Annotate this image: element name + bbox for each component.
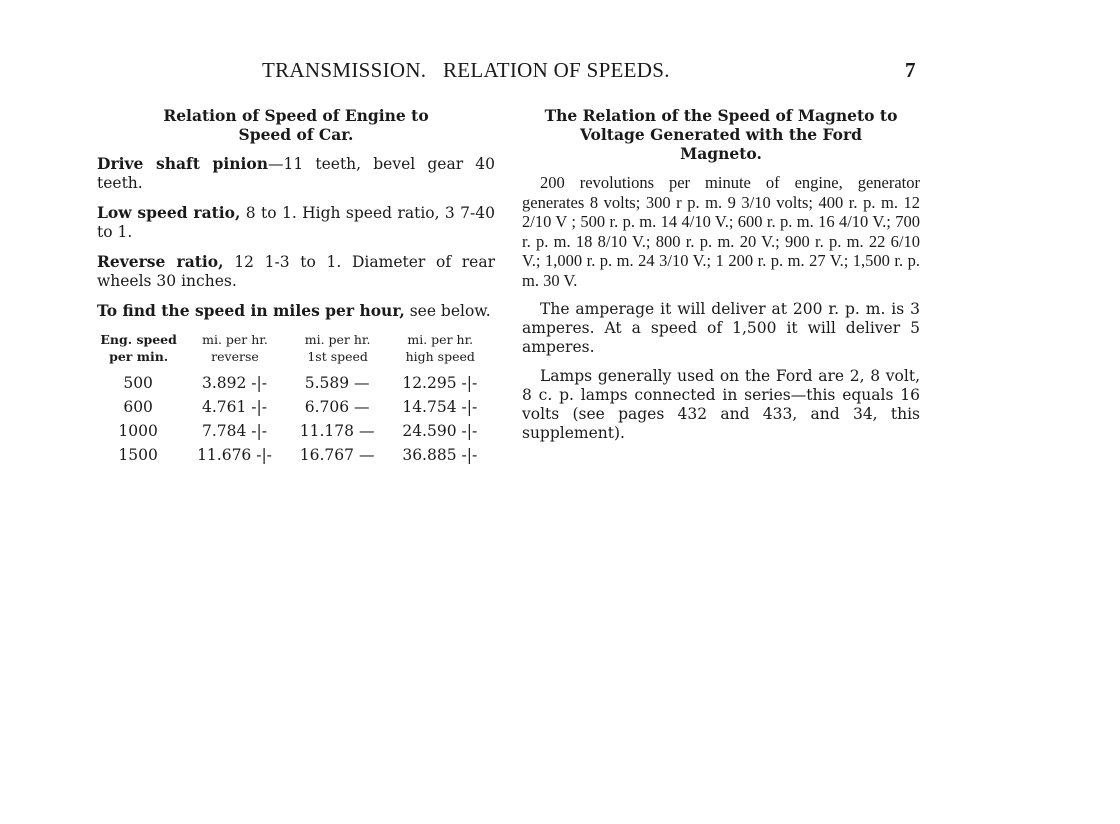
left-section-title (97, 106, 495, 144)
drive-shaft-text: —11 teeth, bevel gear 40 teeth. (97, 155, 495, 192)
table-cell: 3.892 -|- (201, 373, 267, 392)
amperage-paragraph: The amperage it will deliver at 200 r. p. m. is 3 amperes. At a speed of 1,500 it will deliver 5 amperes. (522, 300, 920, 356)
find-speed-lead: To find the speed in miles per hour, (97, 301, 405, 320)
table-cell: 7.784 -|- (201, 421, 267, 440)
drive-shaft-paragraph (97, 154, 495, 193)
table-cell: 6.706 — (304, 397, 370, 416)
left-column (97, 106, 495, 467)
right-column (522, 106, 920, 453)
running-head: TRANSMISSION. RELATION OF SPEEDS. (262, 58, 670, 82)
header-high-speed: mi. per hr. high speed (405, 332, 475, 364)
table-row (97, 395, 495, 419)
speed-ratio-paragraph (97, 203, 495, 242)
right-title-line-3: Magneto. (680, 144, 762, 163)
right-title-line-1: The Relation of the Speed of Magneto to (544, 106, 898, 125)
table-row (97, 443, 495, 467)
table-cell: 5.589 — (304, 373, 370, 392)
header-engine-speed: Eng. speed per min. (100, 332, 177, 364)
speed-table-header (97, 331, 495, 371)
find-speed-text: see below. (404, 302, 491, 320)
find-speed-paragraph (97, 301, 495, 321)
table-cell: 500 (123, 373, 153, 392)
left-title-line-1: Relation of Speed of Engine to (163, 106, 429, 125)
drive-shaft-lead: Drive shaft pinion (97, 154, 268, 173)
header-reverse: mi. per hr. reverse (202, 332, 268, 364)
left-title-line-2: Speed of Car. (238, 125, 354, 144)
reverse-ratio-paragraph (97, 252, 495, 291)
reverse-ratio-lead: Reverse ratio, (97, 252, 224, 271)
table-cell: 4.761 -|- (201, 397, 267, 416)
table-cell: 16.767 — (299, 445, 375, 464)
table-cell: 12.295 -|- (402, 373, 478, 392)
magneto-voltage-paragraph: 200 revolutions per minute of engine, generator generates 8 volts; 300 r p. m. 9 3/10 volts; 400 r. p. m. 12 2/10 V ; 500 r. p. m. 14 4/10 V.; 600 r. p. m. 16 4/10 V.; 700 r. p. m. 18 8/10 V.; 800 r. p. m. 20 V.; 900 r. p. m. 22 6/10 V.; 1,000 r. p. m. 24 3/10 V.; 1 200 r. p. m. 27 V.; 1,500 r. p. m. 30 V. (522, 173, 920, 290)
table-cell: 14.754 -|- (402, 397, 478, 416)
right-title-line-2: Voltage Generated with the Ford (579, 125, 863, 144)
reverse-ratio-text: 12 1-3 to 1. Diameter of rear wheels 30 inches. (97, 253, 495, 290)
speed-table (97, 331, 495, 467)
table-row (97, 371, 495, 395)
table-cell: 11.178 — (299, 421, 375, 440)
table-cell: 1500 (118, 445, 158, 464)
page-number: 7 (905, 58, 916, 82)
table-cell: 1000 (118, 421, 158, 440)
low-speed-lead: Low speed ratio, (97, 203, 241, 222)
table-cell: 36.885 -|- (402, 445, 478, 464)
table-row (97, 419, 495, 443)
header-first-speed: mi. per hr. 1st speed (304, 332, 371, 364)
lamps-paragraph: Lamps generally used on the Ford are 2, 8 volt, 8 c. p. lamps connected in series—this equals 16 volts (see pages 432 and 433, and 34, this supplement). (522, 367, 920, 442)
right-section-title (522, 106, 920, 163)
table-cell: 600 (123, 397, 153, 416)
table-cell: 24.590 -|- (402, 421, 478, 440)
speed-ratio-text: 8 to 1. High speed ratio, 3 7-40 to 1. (97, 204, 495, 241)
table-cell: 11.676 -|- (197, 445, 272, 464)
